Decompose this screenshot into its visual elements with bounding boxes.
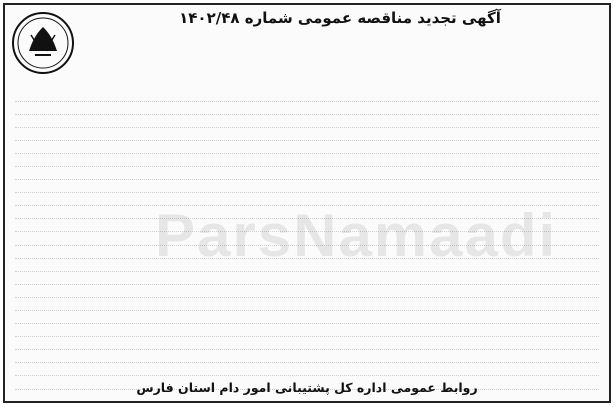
ad-footer: روابط عمومی اداره کل پشتیبانی امور دام استان فارس [136, 380, 478, 395]
body-line [15, 130, 599, 141]
body-line [15, 117, 599, 128]
body-line [15, 274, 599, 285]
body-line [15, 143, 599, 154]
body-line [15, 366, 599, 377]
jahad-agriculture-logo-icon [11, 11, 75, 75]
meta-row-2 [199, 44, 599, 55]
ad-title: آگهی تجدید مناقصه عمومی شماره ۱۴۰۲/۴۸ [179, 9, 501, 27]
body-line [15, 91, 599, 102]
body-line [15, 340, 599, 351]
watermark: ParsNamaadi [155, 202, 558, 269]
newspaper-ad [3, 3, 611, 403]
body-line [15, 183, 599, 194]
body-line [15, 314, 599, 325]
body-line [15, 327, 599, 338]
meta-row-3 [199, 55, 599, 66]
body-line [15, 287, 599, 298]
ad-meta [199, 33, 599, 66]
body-line [15, 104, 599, 115]
body-line [15, 301, 599, 312]
meta-row-1 [199, 33, 599, 44]
body-line [15, 353, 599, 364]
body-line [15, 170, 599, 181]
body-line [15, 156, 599, 167]
